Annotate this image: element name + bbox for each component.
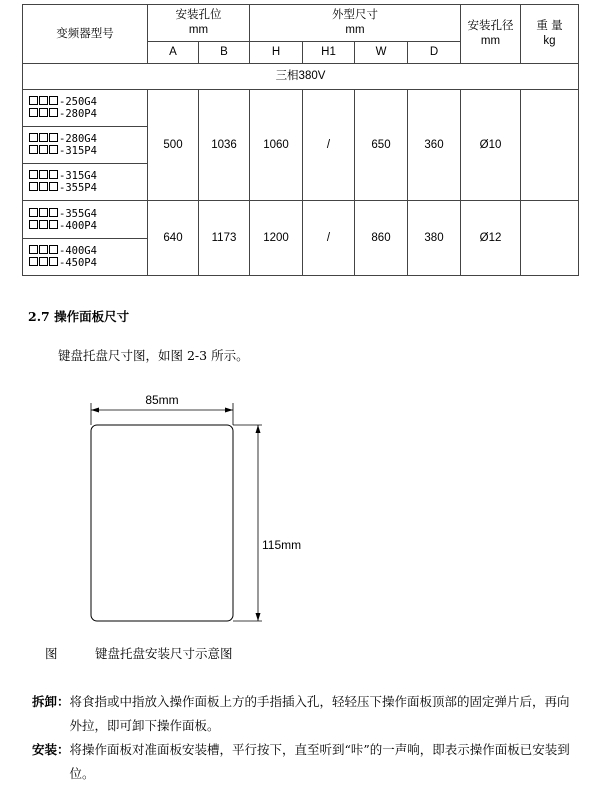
model-cell: -355G4 -400P4 [23,201,148,239]
note-text: 将食指或中指放入操作面板上方的手指插入孔，轻轻压下操作面板顶部的固定弹片后，再向外拉，即可卸下操作面板。 [69,694,570,733]
g1-a: 500 [148,90,199,201]
g1-h1: / [303,90,355,201]
header-outline: 外型尺寸 mm [250,5,461,42]
model-cell: -400G4 -450P4 [23,239,148,276]
g1-d: 360 [408,90,461,201]
note-install [32,738,580,786]
header-h1: H1 [303,42,355,64]
g2-a: 640 [148,201,199,276]
header-d: D [408,42,461,64]
arrow-left-icon [91,408,99,413]
width-label: 85mm [145,393,179,407]
section-heading: 2.7 操作面板尺寸 [28,309,130,324]
g1-w: 650 [355,90,408,201]
model-cell: -280G4 -315P4 [23,127,148,164]
note-label: 拆卸： [32,694,70,709]
g1-h: 1060 [250,90,303,201]
g2-w: 860 [355,201,408,276]
section-row: 三相380V [23,64,579,90]
g2-h1: / [303,201,355,276]
g2-dia: Ø12 [461,201,521,276]
header-w: W [355,42,408,64]
notes [32,690,580,786]
arrow-up-icon [256,425,261,433]
model-cell: -250G4 -280P4 [23,90,148,127]
header-hole-dia: 安装孔径 mm [461,5,521,64]
header-b: B [199,42,250,64]
figure-caption: 键盘托盘安装尺寸示意图 [95,646,233,661]
header-a: A [148,42,199,64]
model-cell: -315G4 -355P4 [23,164,148,201]
note-text: 将操作面板对准面板安装槽，平行按下，直至听到“咔”的一声响，即表示操作面板已安装到位。 [69,742,570,781]
note-removal [32,690,580,738]
g2-b: 1173 [199,201,250,276]
header-weight: 重 量 kg [521,5,579,64]
arrow-right-icon [225,408,233,413]
g1-b: 1036 [199,90,250,201]
tray-outline [91,425,233,621]
g2-h: 1200 [250,201,303,276]
intro-paragraph: 键盘托盘尺寸图，如图 2-3 所示。 [58,348,249,363]
arrow-down-icon [256,613,261,621]
g2-d: 380 [408,201,461,276]
g1-dia: Ø10 [461,90,521,201]
header-h: H [250,42,303,64]
height-label: 115mm [262,538,302,552]
figure-caption-label: 图 [45,646,58,661]
note-label: 安装： [32,742,70,757]
header-mount-pos: 安装孔位 mm [148,5,250,42]
header-model: 变频器型号 [23,5,148,64]
